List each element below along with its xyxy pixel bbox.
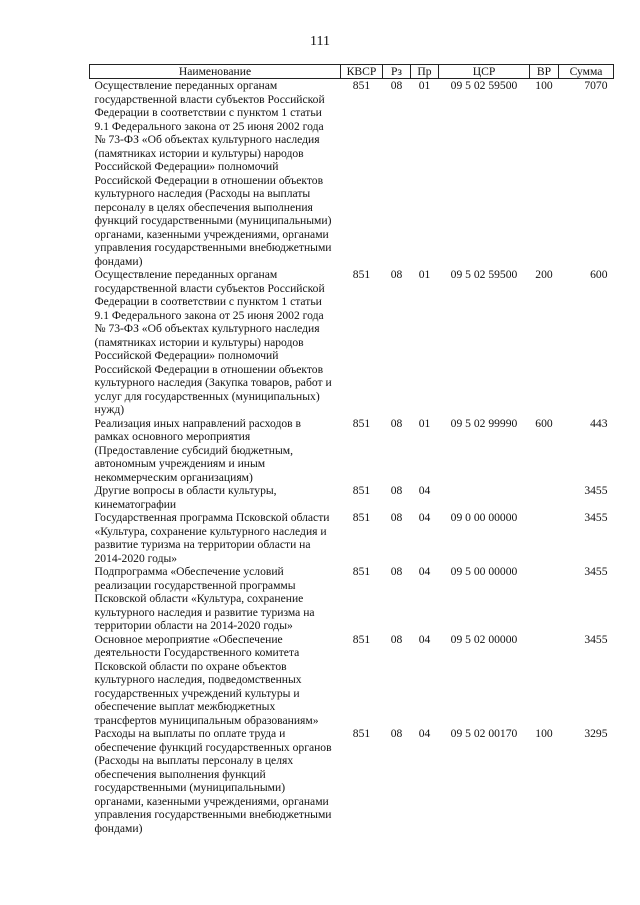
header-rz: Рз [383,65,411,79]
header-name: Наименование [90,65,341,79]
row-pr: 04 [418,511,431,524]
row-pr: 04 [418,632,431,646]
row-pr: 01 [418,79,431,92]
row-vr: 100 [535,727,553,740]
row-csr: 09 5 02 99990 [450,416,518,430]
row-sum: 3295 [584,727,608,740]
row-vr [530,484,559,511]
table-row [90,268,614,417]
row-pr: 04 [418,484,431,497]
row-name: Осуществление переданных органам государственной власти субъектов Российской Федерации в соответствии с пунктом 1 статьи 9.1 Федерального закона от 25 июня 2002 года № 73-ФЗ «Об объектах культурного наследия (памятниках истории и культуры) народов Российской Федерации» полномочий Российской Федерации в отношении объектов культурного наследия (Закупка товаров, работ и услуг для государственных (муниципальных) нужд) [94,268,332,416]
row-kvsr: 851 [352,632,371,646]
row-csr [439,484,530,511]
table-row [90,727,614,835]
table-row [90,79,614,269]
row-name: Другие вопросы в области культуры, кинематографии [94,484,277,511]
header-pr: Пр [411,65,439,79]
row-pr: 04 [418,565,431,578]
row-vr [530,511,559,565]
table-row [90,565,614,633]
page-number: 111 [310,34,330,49]
row-name: Подпрограмма «Обеспечение условий реализации государственной программы Псковской области «Культура, сохранение культурного наследия и развитие туризма на территории области на 2014-2020 годы» [94,565,315,632]
row-sum: 3455 [584,632,608,646]
row-vr [530,565,559,633]
row-kvsr: 851 [352,79,371,92]
row-kvsr: 851 [352,727,371,740]
row-vr [530,633,559,728]
table-row [90,633,614,728]
row-pr: 04 [418,727,431,740]
row-pr: 01 [418,268,431,281]
row-kvsr: 851 [352,484,371,497]
row-kvsr: 851 [352,268,371,281]
row-kvsr: 851 [352,511,371,524]
header-vr: ВР [530,65,559,79]
budget-table [89,64,614,835]
row-csr: 09 5 02 59500 [450,268,518,281]
row-vr: 200 [535,268,553,281]
row-rz: 08 [390,416,403,430]
table-header-row [90,65,614,79]
row-sum: 7070 [584,79,608,92]
row-rz: 08 [390,632,403,646]
row-sum: 600 [590,268,608,281]
row-sum: 3455 [584,484,608,497]
row-rz: 08 [390,484,403,497]
row-kvsr: 851 [352,416,371,430]
row-csr: 09 5 02 59500 [450,79,518,92]
row-csr: 09 5 02 00170 [450,727,518,740]
row-rz: 08 [390,79,403,92]
row-rz: 08 [390,565,403,578]
row-csr: 09 5 02 00000 [450,632,518,646]
row-rz: 08 [390,727,403,740]
table-row [90,417,614,485]
table-row [90,484,614,511]
row-sum: 3455 [584,565,608,578]
row-sum: 3455 [584,511,608,524]
header-csr: ЦСР [439,65,530,79]
row-name: Основное мероприятие «Обеспечение деятельности Государственного комитета Псковской области по охране объектов культурного наследия, подведомственных государственных учреждений культуры и обеспечение выплат межбюджетных трансфертов муниципальным образованиям» [94,632,319,727]
row-name: Осуществление переданных органам государственной власти субъектов Российской Федерации в соответствии с пунктом 1 статьи 9.1 Федерального закона от 25 июня 2002 года № 73-ФЗ «Об объектах культурного наследия (памятниках истории и культуры) народов Российской Федерации» полномочий Российской Федерации в отношении объектов культурного наследия (Расходы на выплаты персоналу в целях обеспечения выполнения функций государственными (муниципальными) органами, казенными учреждениями, органами управления государственными внебюджетными фондами) [94,79,332,268]
row-csr: 09 0 00 00000 [450,511,518,524]
row-kvsr: 851 [352,565,371,578]
row-sum: 443 [590,416,608,430]
header-sum: Сумма [559,65,614,79]
table-row [90,511,614,565]
header-kvsr: КВСР [341,65,383,79]
row-name: Расходы на выплаты по оплате труда и обеспечение функций государственных органов (Расходы на выплаты персоналу в целях обеспечения выполнения функций государственными (муниципальными) органами, казенными учреждениями, органами управления государственными внебюджетными фондами) [94,727,332,835]
row-pr: 01 [418,416,431,430]
row-rz: 08 [390,511,403,524]
row-csr: 09 5 00 00000 [450,565,518,578]
row-rz: 08 [390,268,403,281]
row-vr: 600 [535,416,553,430]
row-name: Государственная программа Псковской области «Культура, сохранение культурного наследия и развитие туризма на территории области на 2014-2020 годы» [94,511,330,565]
row-vr: 100 [535,79,553,92]
row-name: Реализация иных направлений расходов в рамках основного мероприятия (Предоставление субсидий бюджетным, автономным учреждениям и иным некоммерческим организациям) [94,416,301,484]
